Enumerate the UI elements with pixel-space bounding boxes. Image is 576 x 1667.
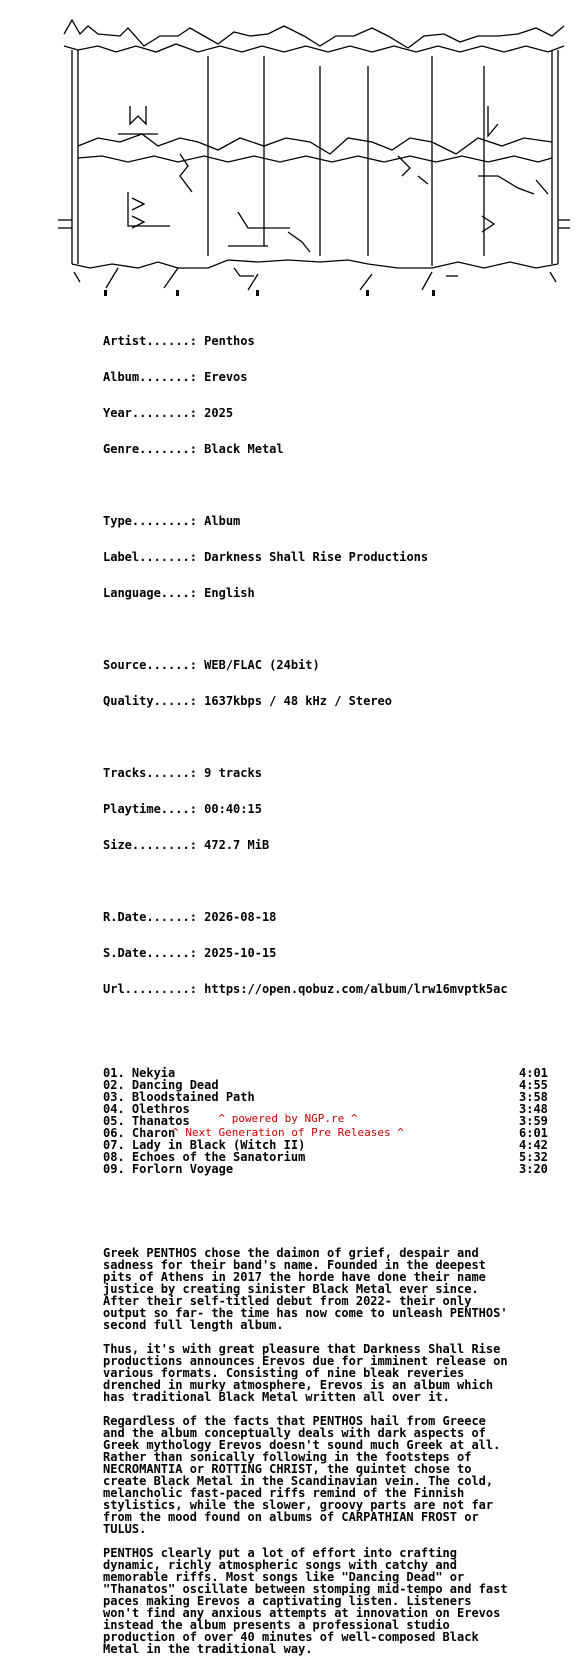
quality-key: Quality.....: [103,694,197,708]
tracks-value: 9 tracks [204,766,262,780]
description-line: Metal in the traditional way. [103,1642,313,1656]
description-line: from the mood found on albums of CARPATHIAN FROST or [103,1510,479,1524]
label-key: Label.......: [103,550,197,564]
description-line: instead the album presents a professional studio [103,1618,450,1632]
track-title: 03. Bloodstained Path [103,1090,255,1104]
description-line: melancholic fast-paced riffs remind of the Finnish [103,1486,465,1500]
quality-value: 1637kbps / 48 kHz / Stereo [204,694,392,708]
description-line: memorable riffs. Most songs like "Dancing Dead" or [103,1570,465,1584]
nfo-body [103,311,563,1667]
track-title: 07. Lady in Black (Witch II) [103,1138,306,1152]
source-value: WEB/FLAC (24bit) [204,658,320,672]
url-value[interactable]: https://open.qobuz.com/album/lrw16mvptk5ac [204,982,508,996]
source-row [103,659,563,671]
type-row [103,515,563,527]
genre-row [103,443,563,455]
description-paragraph [103,1247,563,1331]
ascii-art-logo [58,6,570,298]
description-line: dynamic, richly atmospheric songs with catchy and [103,1558,458,1572]
track-duration: 3:59 [519,1114,548,1128]
url-row [103,983,563,995]
track-row [103,1163,563,1175]
footer [0,1112,576,1140]
language-row [103,587,563,599]
street-date-row [103,947,563,959]
release-date-value: 2026-08-18 [204,910,277,924]
playtime-value: 00:40:15 [204,802,262,816]
description-paragraph [103,1343,563,1403]
track-title: 02. Dancing Dead [103,1078,219,1092]
artist-row [103,335,563,347]
description-line: pits of Athens in 2017 the horde have done their name [103,1270,486,1284]
track-title: 08. Echoes of the Sanatorium [103,1150,306,1164]
description-line: Rather than sonically following in the footsteps of [103,1450,472,1464]
tracks-key: Tracks......: [103,766,197,780]
description-line: justice by creating sinister Black Metal ever since. [103,1282,479,1296]
artist-key: Artist......: [103,334,197,348]
track-title: 09. Forlorn Voyage [103,1162,234,1176]
year-key: Year........: [103,406,197,420]
year-row [103,407,563,419]
track-duration: 3:48 [519,1102,548,1116]
year-value: 2025 [204,406,234,420]
description-line: stylistics, while the slower, groovy parts are not far [103,1498,494,1512]
description-line: drenched in murky atmosphere, Erevos is an album which [103,1378,494,1392]
description-paragraph [103,1547,563,1655]
description-line: productions announces Erevos due for imminent release on [103,1354,508,1368]
playtime-row [103,803,563,815]
description-line: output so far- the time has now come to unleash PENTHOS' [103,1306,508,1320]
description-line: PENTHOS clearly put a lot of effort into crafting [103,1546,458,1560]
size-row [103,839,563,851]
label-row [103,551,563,563]
description-line: paces making Erevos a captivating listen. Listeners [103,1594,472,1608]
album-value: Erevos [204,370,248,384]
track-title: 06. Charon [103,1126,176,1140]
track-duration: 6:01 [519,1126,548,1140]
description-line: various formats. Consisting of nine bleak reveries [103,1366,465,1380]
release-date-row [103,911,563,923]
track-title: 05. Thanatos [103,1114,190,1128]
description-line: second full length album. [103,1318,284,1332]
album-key: Album.......: [103,370,197,384]
track-title: 01. Nekyia [103,1066,176,1080]
description-line: create Black Metal in the Scandinavian vein. The cold, [103,1474,494,1488]
description-line: has traditional Black Metal written all over it. [103,1390,450,1404]
size-key: Size........: [103,838,197,852]
track-title: 04. Olethros [103,1102,190,1116]
logo-bottom-band [72,260,558,290]
description-line: Greek mythology Erevos doesn't sound much Greek at all. [103,1438,501,1452]
quality-row [103,695,563,707]
description-line: After their self-titled debut from 2022- their only [103,1294,472,1308]
artist-value: Penthos [204,334,255,348]
description-line: sadness for their band's name. Founded in the deepest [103,1258,486,1272]
type-value: Album [204,514,241,528]
source-key: Source......: [103,658,197,672]
description-line: Regardless of the facts that PENTHOS hail from Greece [103,1414,486,1428]
description-line: NECROMANTIA or ROTTING CHRIST, the quintet chose to [103,1462,472,1476]
logo-drips [104,290,435,296]
footer-powered-by: ^ powered by NGP.re ^ [218,1112,358,1125]
tracks-row [103,767,563,779]
description-line: production of over 40 minutes of well-composed Black [103,1630,479,1644]
track-duration: 5:32 [519,1150,548,1164]
release-date-key: R.Date......: [103,910,197,924]
street-date-key: S.Date......: [103,946,197,960]
label-value: Darkness Shall Rise Productions [204,550,429,564]
street-date-value: 2025-10-15 [204,946,277,960]
description-line: and the album conceptually deals with dark aspects of [103,1426,486,1440]
logo-middle-band [78,134,552,162]
language-key: Language....: [103,586,197,600]
description [103,1247,563,1655]
type-key: Type........: [103,514,197,528]
track-duration: 4:55 [519,1078,548,1092]
description-line: Thus, it's with great pleasure that Darkness Shall Rise [103,1342,501,1356]
footer-tagline: ^ Next Generation of Pre Releases ^ [172,1126,404,1139]
logo-glyph-details [58,106,570,252]
description-line: "Thanatos" oscillate between stomping mid-tempo and fast [103,1582,508,1596]
genre-key: Genre.......: [103,442,197,456]
track-duration: 4:01 [519,1066,548,1080]
description-paragraph [103,1415,563,1535]
track-duration: 4:42 [519,1138,548,1152]
description-line: Greek PENTHOS chose the daimon of grief, despair and [103,1246,479,1260]
track-duration: 3:20 [519,1162,548,1176]
language-value: English [204,586,255,600]
genre-value: Black Metal [204,442,284,456]
track-duration: 3:58 [519,1090,548,1104]
playtime-key: Playtime....: [103,802,197,816]
album-row [103,371,563,383]
description-line: TULUS. [103,1522,147,1536]
url-key: Url.........: [103,982,197,996]
description-line: won't find any anxious attempts at innovation on Erevos [103,1606,501,1620]
size-value: 472.7 MiB [204,838,270,852]
logo-top-band [64,20,564,52]
